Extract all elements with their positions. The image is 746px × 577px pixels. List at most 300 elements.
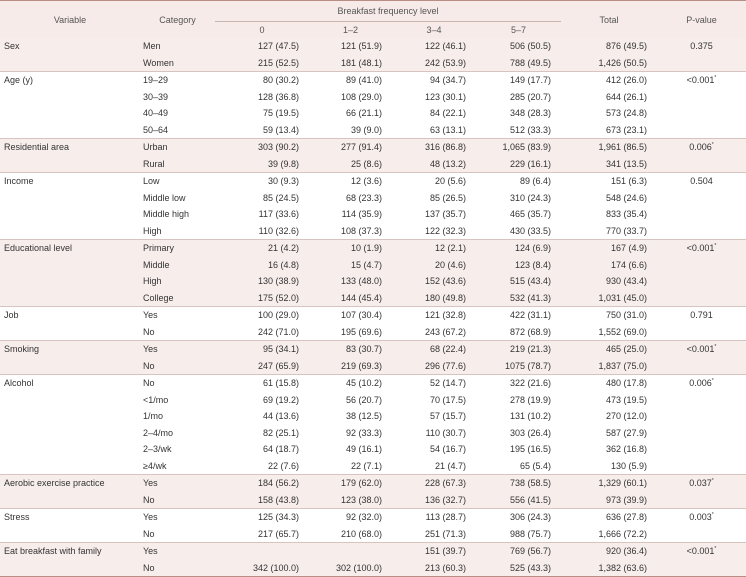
category-cell: Middle [140, 257, 215, 274]
category-cell: 40–49 [143, 108, 169, 119]
significance-marker: * [714, 344, 717, 351]
frequency-value-cell: 21 (4.2) [215, 240, 309, 257]
table-row [0, 408, 746, 425]
frequency-value-cell: 125 (34.3) [215, 509, 309, 526]
pvalue-text: 0.504 [690, 176, 713, 187]
category-header: Category [159, 14, 196, 25]
category-cell: No [143, 528, 155, 539]
total-cell: 587 (27.9) [605, 427, 647, 438]
table-row [0, 543, 746, 560]
pvalue-cell [657, 72, 746, 89]
frequency-value-cell: 322 (21.6) [476, 375, 561, 392]
frequency-value-cell: 30 (9.3) [215, 173, 309, 190]
variable-cell: Alcohol [0, 375, 140, 392]
table-row [0, 307, 746, 324]
frequency-value-cell: 769 (56.7) [476, 543, 561, 560]
variable-cell [0, 105, 140, 122]
frequency-value-cell: 59 (13.4) [262, 124, 299, 135]
frequency-value-cell: 75 (19.5) [262, 108, 299, 119]
frequency-value-cell: 422 (31.1) [476, 307, 561, 324]
variable-header: Variable [53, 14, 87, 25]
variable-cell [0, 458, 140, 475]
variable-cell: Job [0, 307, 140, 324]
category-cell: No [140, 375, 215, 392]
frequency-value-cell: 219 (69.3) [309, 358, 392, 375]
variable-cell [0, 358, 140, 375]
table-row [0, 492, 746, 509]
frequency-value-cell: 16 (4.8) [215, 257, 309, 274]
variable-cell [0, 324, 140, 341]
frequency-value-cell: 80 (30.2) [215, 72, 309, 89]
frequency-value-cell: 89 (6.4) [476, 173, 561, 190]
total-cell: 833 (35.4) [605, 209, 647, 220]
total-cell: 130 (5.9) [610, 460, 647, 471]
frequency-value-cell: 213 (60.3) [392, 560, 476, 577]
total-cell: 1,329 (60.1) [561, 475, 657, 492]
frequency-value-cell: 278 (19.9) [509, 394, 551, 405]
table-row [0, 122, 746, 139]
frequency-value-cell: 217 (65.7) [257, 528, 299, 539]
frequency-value-cell: 124 (6.9) [476, 240, 561, 257]
table-row [0, 290, 746, 307]
category-cell: Yes [140, 509, 215, 526]
frequency-value-cell: 108 (29.0) [340, 91, 382, 102]
table-row [0, 156, 746, 173]
total-cell: 644 (26.1) [605, 91, 647, 102]
total-cell: 750 (31.0) [561, 307, 657, 324]
frequency-value-cell: 12 (3.6) [309, 173, 392, 190]
total-cell: 573 (24.8) [605, 108, 647, 119]
frequency-value-cell: 63 (13.1) [429, 124, 466, 135]
significance-marker: * [714, 243, 717, 250]
category-cell: No [140, 358, 215, 375]
pvalue-text: <0.001 [686, 546, 715, 557]
total-cell: 876 (49.5) [561, 38, 657, 55]
table-row [0, 173, 746, 190]
variable-cell [0, 273, 140, 290]
significance-marker: * [711, 378, 714, 385]
frequency-value-cell: 45 (10.2) [309, 375, 392, 392]
frequency-value-cell: 303 (26.4) [509, 427, 551, 438]
frequency-value-cell: 57 (15.7) [429, 411, 466, 422]
freq-level-1-header: 1–2 [342, 25, 359, 35]
pvalue-text: 0.006 [689, 142, 712, 153]
total-cell: 1,552 (69.0) [598, 326, 647, 337]
freq-level-2-header: 3–4 [426, 25, 442, 35]
table-row [0, 509, 746, 526]
frequency-value-cell: 92 (33.3) [345, 427, 382, 438]
frequency-value-cell: 94 (34.7) [392, 72, 476, 89]
pvalue-text: <0.001 [686, 344, 715, 355]
frequency-value-cell: 39 (9.0) [350, 124, 382, 135]
frequency-value-cell: 525 (43.3) [476, 560, 561, 577]
frequency-value-cell: 49 (16.1) [345, 444, 382, 455]
pvalue-text: 0.791 [690, 310, 713, 321]
frequency-value-cell: 243 (67.2) [424, 326, 466, 337]
total-cell: 920 (36.4) [561, 543, 657, 560]
frequency-value-cell: 64 (18.7) [262, 444, 299, 455]
variable-cell [0, 425, 140, 442]
pvalue-cell [657, 257, 746, 274]
category-cell: No [140, 492, 215, 509]
frequency-value-cell: 69 (19.2) [262, 394, 299, 405]
total-cell: 1,426 (50.5) [561, 55, 657, 72]
frequency-value-cell: 20 (4.6) [392, 257, 476, 274]
category-cell: Rural [140, 156, 215, 173]
pvalue-text: <0.001 [686, 243, 715, 254]
table-row [0, 324, 746, 341]
total-cell: 548 (24.6) [605, 192, 647, 203]
frequency-value-cell: 515 (43.4) [476, 273, 561, 290]
variable-cell [0, 526, 140, 543]
frequency-value-cell: 107 (30.4) [309, 307, 392, 324]
variable-cell [0, 290, 140, 307]
pvalue-cell [657, 324, 746, 341]
total-cell: 930 (43.4) [561, 273, 657, 290]
variable-cell [0, 55, 140, 72]
frequency-value-cell: 310 (24.3) [509, 192, 551, 203]
table-row [0, 560, 746, 577]
frequency-value-cell: 136 (32.7) [392, 492, 476, 509]
category-cell: College [140, 290, 215, 307]
variable-cell [0, 223, 140, 240]
pvalue-cell [657, 425, 746, 442]
pvalue-cell [657, 375, 746, 392]
frequency-value-cell: 144 (45.4) [309, 290, 392, 307]
frequency-value-cell: 181 (48.1) [309, 55, 392, 72]
pvalue-cell [657, 190, 746, 207]
frequency-value-cell: 12 (2.1) [392, 240, 476, 257]
frequency-value-cell: 114 (35.9) [341, 209, 382, 220]
frequency-value-cell: 556 (41.5) [476, 492, 561, 509]
pvalue-cell [657, 475, 746, 492]
frequency-value-cell [215, 543, 309, 560]
pvalue-cell [657, 206, 746, 223]
table-row [0, 458, 746, 475]
frequency-value-cell: 175 (52.0) [215, 290, 309, 307]
variable-cell: Stress [0, 509, 140, 526]
table-row [0, 206, 746, 223]
frequency-value-cell: 219 (21.3) [476, 341, 561, 358]
frequency-value-cell: 83 (30.7) [309, 341, 392, 358]
frequency-value-cell: 61 (15.8) [215, 375, 309, 392]
total-cell: 473 (19.5) [605, 394, 647, 405]
frequency-value-cell: 215 (52.5) [215, 55, 309, 72]
frequency-value-cell: 100 (29.0) [215, 307, 309, 324]
total-cell: 412 (26.0) [561, 72, 657, 89]
frequency-value-cell: 44 (13.6) [262, 411, 299, 422]
frequency-value-cell: 210 (68.0) [340, 528, 382, 539]
category-cell: No [143, 326, 155, 337]
breakfast-frequency-header: Breakfast frequency level [215, 1, 561, 22]
total-cell: 1,382 (63.6) [561, 560, 657, 577]
frequency-value-cell: 121 (51.9) [309, 38, 392, 55]
category-cell: Yes [140, 543, 215, 560]
frequency-value-cell: 316 (86.8) [392, 139, 476, 156]
frequency-value-cell: 122 (46.1) [392, 38, 476, 55]
table-row [0, 273, 746, 290]
frequency-value-cell: 110 (30.7) [425, 427, 466, 438]
table-row [0, 223, 746, 240]
variable-cell [0, 392, 140, 409]
pvalue-cell [657, 240, 746, 257]
total-cell: 167 (4.9) [561, 240, 657, 257]
total-cell: 465 (25.0) [561, 341, 657, 358]
variable-cell [0, 492, 140, 509]
variable-cell [0, 408, 140, 425]
frequency-value-cell: 195 (69.6) [340, 326, 382, 337]
table-row [0, 392, 746, 409]
table-row [0, 89, 746, 106]
table-row [0, 257, 746, 274]
frequency-value-cell: 512 (33.3) [509, 124, 551, 135]
frequency-value-cell: 108 (37.3) [340, 225, 382, 236]
frequency-value-cell: 247 (65.9) [215, 358, 309, 375]
frequency-value-cell: 39 (9.8) [215, 156, 309, 173]
variable-cell: Age (y) [0, 72, 140, 89]
pvalue-cell [657, 139, 746, 156]
frequency-value-cell: 54 (16.7) [429, 444, 466, 455]
category-cell: <1/mo [143, 394, 169, 405]
frequency-value-cell: 149 (17.7) [476, 72, 561, 89]
variable-cell [0, 441, 140, 458]
frequency-value-cell: 133 (48.0) [309, 273, 392, 290]
category-cell: 2–4/mo [143, 427, 174, 438]
frequency-value-cell: 56 (20.7) [345, 394, 382, 405]
pvalue-cell [657, 89, 746, 106]
frequency-value-cell: 430 (33.5) [509, 225, 551, 236]
pvalue-header: P-value [686, 14, 717, 25]
frequency-value-cell: 532 (41.3) [476, 290, 561, 307]
variable-cell [0, 560, 140, 577]
table-row [0, 139, 746, 156]
frequency-value-cell: 195 (16.5) [509, 444, 551, 455]
frequency-value-cell: 184 (56.2) [215, 475, 309, 492]
frequency-value-cell: 251 (71.3) [424, 528, 466, 539]
frequency-value-cell: 242 (53.9) [392, 55, 476, 72]
table-row [0, 105, 746, 122]
frequency-value-cell: 127 (47.5) [215, 38, 309, 55]
frequency-value-cell: 70 (17.5) [429, 394, 466, 405]
frequency-value-cell: 122 (32.3) [424, 225, 466, 236]
frequency-value-cell: 130 (38.9) [215, 273, 309, 290]
total-cell: 480 (17.8) [561, 375, 657, 392]
pvalue-text: 0.037 [689, 478, 712, 489]
category-cell: Yes [140, 341, 215, 358]
frequency-value-cell: 48 (13.2) [392, 156, 476, 173]
category-cell: Middle high [143, 209, 190, 220]
total-cell: 973 (39.9) [561, 492, 657, 509]
pvalue-cell [657, 408, 746, 425]
variable-cell [0, 257, 140, 274]
pvalue-cell [657, 55, 746, 72]
category-cell: Yes [140, 475, 215, 492]
frequency-value-cell: 988 (75.7) [509, 528, 551, 539]
frequency-value-cell: 180 (49.8) [392, 290, 476, 307]
frequency-value-cell: 137 (35.7) [424, 209, 466, 220]
category-cell: High [140, 273, 215, 290]
pvalue-cell [657, 156, 746, 173]
frequency-value-cell: 10 (1.9) [309, 240, 392, 257]
category-cell: Urban [140, 139, 215, 156]
frequency-value-cell: 303 (90.2) [215, 139, 309, 156]
frequency-value-cell: 128 (36.8) [257, 91, 299, 102]
frequency-value-cell: 68 (22.4) [392, 341, 476, 358]
frequency-value-cell: 15 (4.7) [309, 257, 392, 274]
pvalue-text: <0.001 [686, 75, 715, 86]
significance-marker: * [711, 478, 714, 485]
frequency-value-cell: 285 (20.7) [509, 91, 551, 102]
frequency-value-cell: 152 (43.6) [392, 273, 476, 290]
pvalue-cell [657, 223, 746, 240]
table-row [0, 526, 746, 543]
frequency-value-cell: 95 (34.1) [215, 341, 309, 358]
total-cell: 362 (16.8) [605, 444, 647, 455]
table-row [0, 341, 746, 358]
pvalue-cell [657, 341, 746, 358]
table-row [0, 358, 746, 375]
table-row [0, 425, 746, 442]
frequency-value-cell: 121 (32.8) [392, 307, 476, 324]
frequency-value-cell: 302 (100.0) [309, 560, 392, 577]
frequency-value-cell: 179 (62.0) [309, 475, 392, 492]
variable-cell: Aerobic exercise practice [0, 475, 140, 492]
category-cell: ≥4/wk [143, 460, 167, 471]
frequency-value-cell: 296 (77.6) [392, 358, 476, 375]
frequency-value-cell: 92 (32.0) [309, 509, 392, 526]
pvalue-cell [657, 392, 746, 409]
frequency-value-cell: 113 (28.7) [392, 509, 476, 526]
category-cell: Men [140, 38, 215, 55]
total-cell: 341 (13.5) [561, 156, 657, 173]
variable-cell: Eat breakfast with family [0, 543, 140, 560]
table-row [0, 441, 746, 458]
variable-cell [0, 89, 140, 106]
variable-cell [0, 156, 140, 173]
category-cell: 30–39 [143, 91, 169, 102]
significance-marker: * [714, 75, 717, 82]
significance-marker: * [711, 142, 714, 149]
pvalue-cell [657, 458, 746, 475]
category-cell: Women [140, 55, 215, 72]
pvalue-cell [657, 560, 746, 577]
frequency-value-cell: 85 (24.5) [262, 192, 299, 203]
category-cell: Low [140, 173, 215, 190]
frequency-value-cell: 228 (67.3) [392, 475, 476, 492]
frequency-value-cell: 68 (23.3) [345, 192, 382, 203]
frequency-value-cell: 151 (39.7) [392, 543, 476, 560]
pvalue-cell [657, 307, 746, 324]
table-body [0, 38, 746, 577]
total-cell: 1,031 (45.0) [561, 290, 657, 307]
frequency-value-cell: 123 (30.1) [424, 91, 466, 102]
total-cell: 1,666 (72.2) [598, 528, 647, 539]
frequency-value-cell: 131 (10.2) [509, 411, 551, 422]
frequency-value-cell: 21 (4.7) [434, 460, 466, 471]
category-cell: 50–64 [143, 124, 169, 135]
frequency-value-cell: 52 (14.7) [392, 375, 476, 392]
table-row [0, 475, 746, 492]
frequency-value-cell: 242 (71.0) [257, 326, 299, 337]
pvalue-cell [657, 173, 746, 190]
variable-cell: Income [0, 173, 140, 190]
total-cell: 1,961 (86.5) [561, 139, 657, 156]
freq-level-3-header: 5–7 [510, 25, 527, 35]
pvalue-cell [657, 122, 746, 139]
header-row-1 [0, 1, 746, 22]
frequency-value-cell: 342 (100.0) [215, 560, 309, 577]
pvalue-cell [657, 38, 746, 55]
total-cell: 770 (33.7) [605, 225, 647, 236]
table-row [0, 375, 746, 392]
pvalue-cell [657, 105, 746, 122]
category-cell: Primary [140, 240, 215, 257]
total-cell: 636 (27.8) [561, 509, 657, 526]
pvalue-text: 0.375 [690, 41, 713, 52]
frequency-value-cell: 123 (38.0) [309, 492, 392, 509]
pvalue-cell [657, 358, 746, 375]
category-cell: 1/mo [143, 411, 164, 422]
frequency-value-cell: 85 (26.5) [429, 192, 466, 203]
frequency-value-cell: 306 (24.3) [476, 509, 561, 526]
total-header: Total [599, 14, 619, 25]
pvalue-cell [657, 509, 746, 526]
frequency-value-cell: 872 (68.9) [509, 326, 551, 337]
frequency-value-cell: 66 (21.1) [345, 108, 382, 119]
table-row [0, 72, 746, 89]
category-cell: Middle low [143, 192, 186, 203]
frequency-value-cell: 788 (49.5) [476, 55, 561, 72]
table-row [0, 55, 746, 72]
total-cell: 673 (23.1) [605, 124, 647, 135]
table-row [0, 240, 746, 257]
frequency-value-cell [309, 543, 392, 560]
freq-level-0-header: 0 [259, 25, 265, 35]
pvalue-cell [657, 290, 746, 307]
frequency-value-cell: 229 (16.1) [476, 156, 561, 173]
variable-cell [0, 190, 140, 207]
significance-marker: * [711, 512, 714, 519]
total-cell: 151 (6.3) [561, 173, 657, 190]
pvalue-text: 0.006 [689, 378, 712, 389]
total-cell: 174 (6.6) [561, 257, 657, 274]
category-cell: Yes [140, 307, 215, 324]
frequency-value-cell: 38 (12.5) [345, 411, 382, 422]
total-cell: 1,837 (75.0) [561, 358, 657, 375]
frequency-value-cell: 84 (22.1) [429, 108, 466, 119]
frequency-value-cell: 25 (8.6) [309, 156, 392, 173]
category-cell: 19–29 [140, 72, 215, 89]
frequency-value-cell: 465 (35.7) [509, 209, 551, 220]
frequency-value-cell: 506 (50.5) [476, 38, 561, 55]
frequency-value-cell: 123 (8.4) [476, 257, 561, 274]
variable-cell: Educational level [0, 240, 140, 257]
frequency-value-cell: 22 (7.6) [267, 460, 299, 471]
frequency-value-cell: 89 (41.0) [309, 72, 392, 89]
category-cell: High [143, 225, 162, 236]
frequency-value-cell: 22 (7.1) [350, 460, 382, 471]
pvalue-cell [657, 543, 746, 560]
frequency-value-cell: 1075 (78.7) [476, 358, 561, 375]
variable-cell: Residential area [0, 139, 140, 156]
table-row [0, 190, 746, 207]
frequency-value-cell: 110 (32.6) [258, 225, 299, 236]
significance-marker: * [714, 546, 717, 553]
pvalue-text: 0.003 [689, 512, 712, 523]
total-cell: 270 (12.0) [605, 411, 647, 422]
frequency-value-cell: 277 (91.4) [309, 139, 392, 156]
pvalue-cell [657, 526, 746, 543]
